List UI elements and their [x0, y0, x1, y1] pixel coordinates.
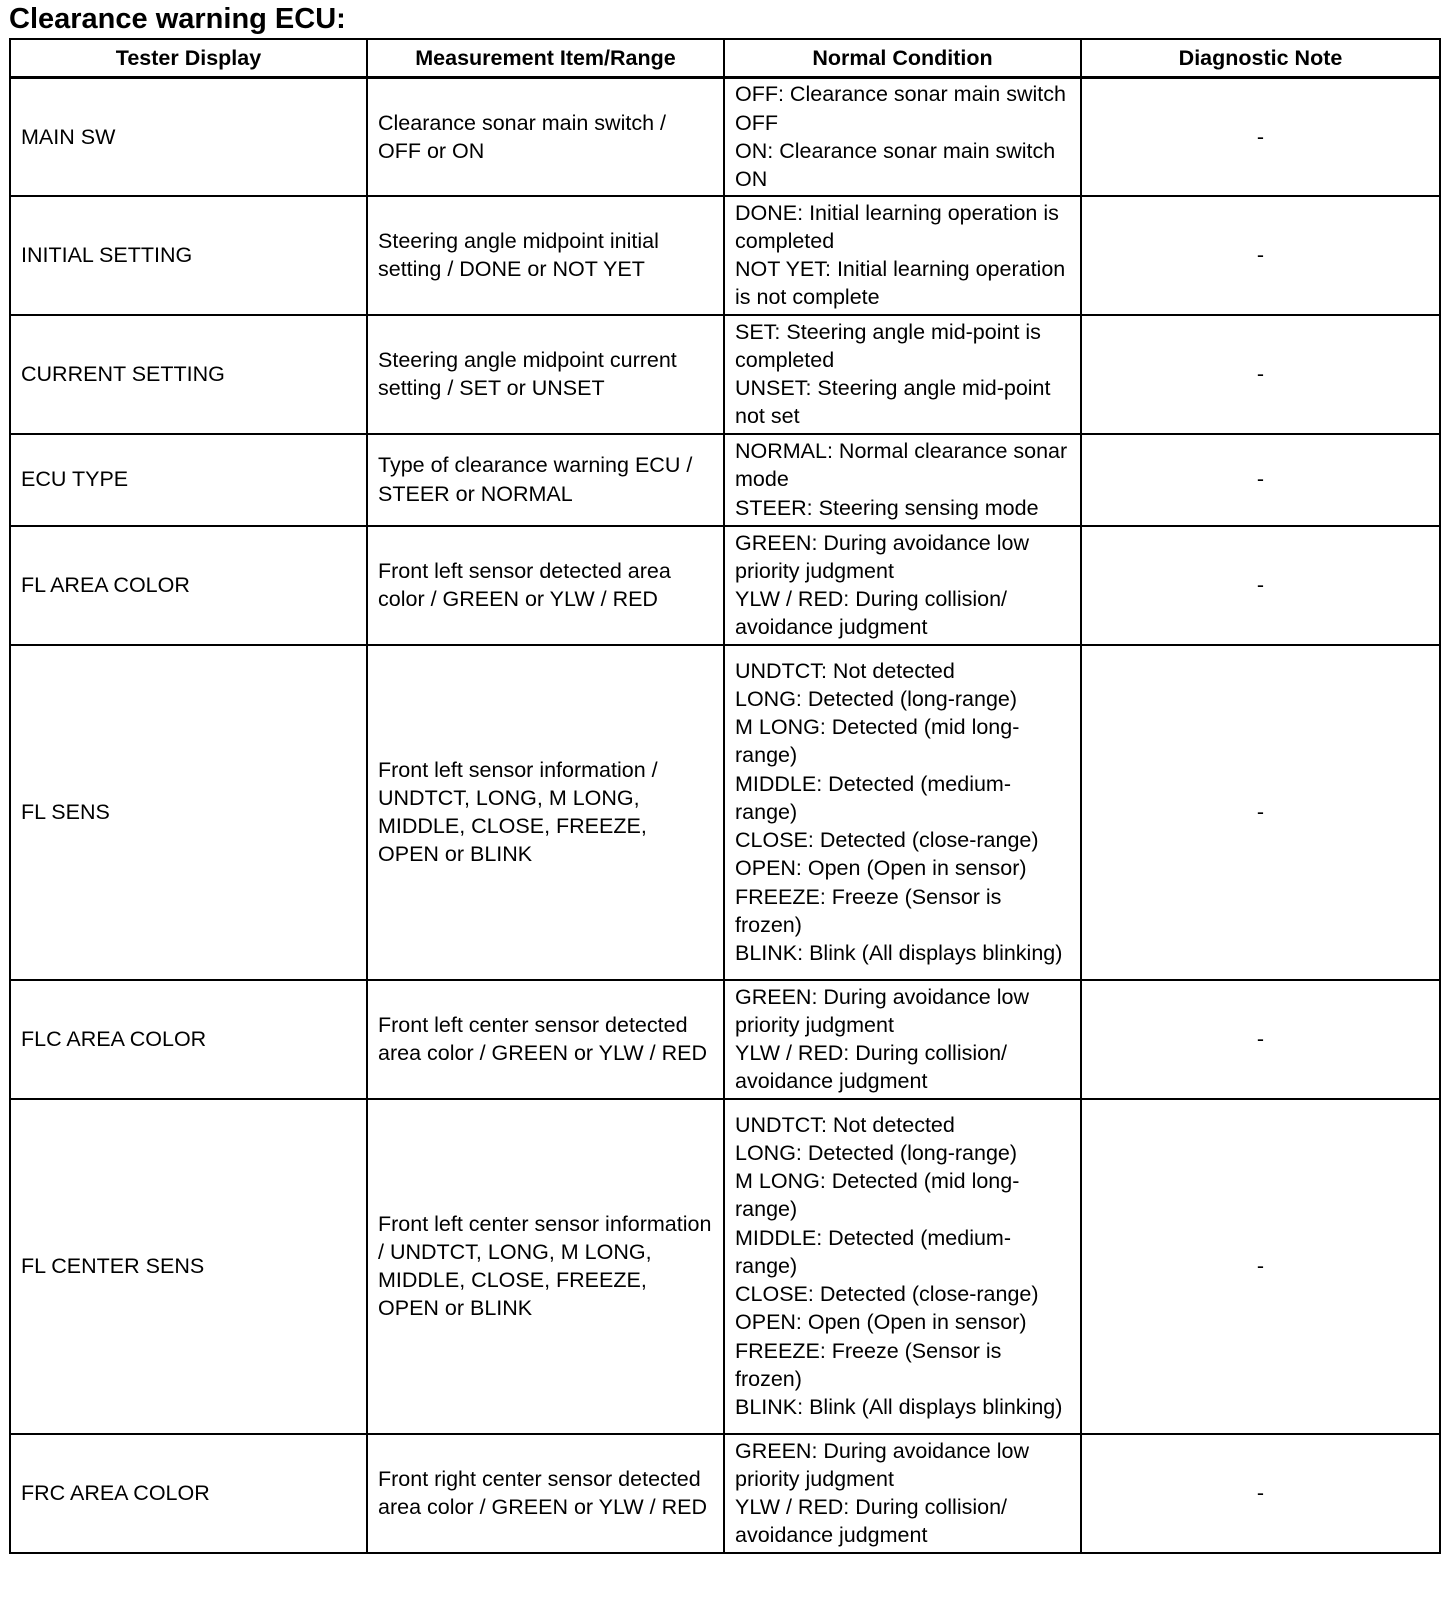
diagnostic-note-cell: - [1081, 1099, 1440, 1434]
normal-condition-line: LONG: Detected (long-range) [735, 687, 1018, 712]
measurement-item-cell: Front left center sensor information / UNDTCT, LONG, M LONG, MIDDLE, CLOSE, FREEZE, OPEN or BLINK [367, 1099, 724, 1434]
normal-condition-cell [724, 980, 1081, 1099]
normal-condition-line: LONG: Detected (long-range) [735, 1141, 1018, 1166]
measurement-item-cell: Steering angle midpoint current setting / SET or UNSET [367, 315, 724, 434]
tester-display-cell: FRC AREA COLOR [10, 1434, 367, 1553]
normal-condition-line: MIDDLE: Detected (medium-range) [735, 771, 1011, 824]
measurement-item-cell: Steering angle midpoint initial setting / DONE or NOT YET [367, 196, 724, 315]
normal-condition-cell [724, 315, 1081, 434]
measurement-item-cell: Front left sensor detected area color / GREEN or YLW / RED [367, 526, 724, 645]
normal-condition-line: M LONG: Detected (mid long-range) [735, 1169, 1020, 1222]
normal-condition-cell [724, 526, 1081, 645]
normal-condition-line: BLINK: Blink (All displays blinking) [735, 1394, 1063, 1419]
tester-display-cell: FL SENS [10, 645, 367, 980]
tester-display-cell: FL CENTER SENS [10, 1099, 367, 1434]
normal-condition-line: NOT YET: Initial learning operation is not complete [735, 257, 1066, 310]
diagnostic-note-cell: - [1081, 434, 1440, 526]
normal-condition-line: UNSET: Steering angle mid-point not set [735, 376, 1051, 429]
diagnostic-note-cell: - [1081, 980, 1440, 1099]
normal-condition-line: FREEZE: Freeze (Sensor is frozen) [735, 884, 1002, 937]
normal-condition-line: STEER: Steering sensing mode [735, 495, 1039, 520]
table-body [10, 78, 1440, 1553]
table-row [10, 196, 1440, 315]
clearance-ecu-table [9, 38, 1441, 1554]
normal-condition-line: MIDDLE: Detected (medium-range) [735, 1225, 1011, 1278]
normal-condition-line: GREEN: During avoidance low priority judgment [735, 1438, 1029, 1491]
table-row [10, 526, 1440, 645]
measurement-item-cell: Clearance sonar main switch / OFF or ON [367, 78, 724, 196]
normal-condition-line: NORMAL: Normal clearance sonar mode [735, 439, 1068, 492]
measurement-item-cell: Front left center sensor detected area color / GREEN or YLW / RED [367, 980, 724, 1099]
normal-condition-line: YLW / RED: During collision/ avoidance judgment [735, 1495, 1008, 1548]
normal-condition-line: YLW / RED: During collision/ avoidance judgment [735, 1041, 1008, 1094]
normal-condition-line: UNDTCT: Not detected [735, 658, 955, 683]
header-normal-condition: Normal Condition [724, 39, 1081, 78]
measurement-item-cell: Type of clearance warning ECU / STEER or NORMAL [367, 434, 724, 526]
table-row [10, 1099, 1440, 1434]
normal-condition-line: SET: Steering angle mid-point is completed [735, 319, 1041, 372]
normal-condition-line: CLOSE: Detected (close-range) [735, 1282, 1039, 1307]
diagnostic-note-cell: - [1081, 526, 1440, 645]
diagnostic-note-cell: - [1081, 315, 1440, 434]
normal-condition-line: M LONG: Detected (mid long-range) [735, 715, 1020, 768]
normal-condition-cell [724, 645, 1081, 980]
table-row [10, 980, 1440, 1099]
table-header-row [10, 39, 1440, 78]
tester-display-cell: MAIN SW [10, 78, 367, 196]
normal-condition-line: GREEN: During avoidance low priority judgment [735, 984, 1029, 1037]
table-row [10, 1434, 1440, 1553]
tester-display-cell: FLC AREA COLOR [10, 980, 367, 1099]
measurement-item-cell: Front left sensor information / UNDTCT, LONG, M LONG, MIDDLE, CLOSE, FREEZE, OPEN or BLINK [367, 645, 724, 980]
tester-display-cell: ECU TYPE [10, 434, 367, 526]
normal-condition-line: FREEZE: Freeze (Sensor is frozen) [735, 1338, 1002, 1391]
table-row [10, 434, 1440, 526]
tester-display-cell: FL AREA COLOR [10, 526, 367, 645]
table-row [10, 78, 1440, 196]
normal-condition-line: YLW / RED: During collision/ avoidance judgment [735, 587, 1008, 640]
diagnostic-note-cell: - [1081, 1434, 1440, 1553]
page-title: Clearance warning ECU: [9, 3, 346, 35]
tester-display-cell: CURRENT SETTING [10, 315, 367, 434]
diagnostic-note-cell: - [1081, 196, 1440, 315]
header-diagnostic-note: Diagnostic Note [1081, 39, 1440, 78]
normal-condition-cell [724, 1434, 1081, 1553]
diagnostic-note-cell: - [1081, 645, 1440, 980]
measurement-item-cell: Front right center sensor detected area color / GREEN or YLW / RED [367, 1434, 724, 1553]
normal-condition-line: BLINK: Blink (All displays blinking) [735, 940, 1063, 965]
table-row [10, 645, 1440, 980]
normal-condition-cell [724, 1099, 1081, 1434]
normal-condition-line: OPEN: Open (Open in sensor) [735, 856, 1027, 881]
normal-condition-line: UNDTCT: Not detected [735, 1112, 955, 1137]
normal-condition-cell [724, 434, 1081, 526]
normal-condition-line: DONE: Initial learning operation is completed [735, 200, 1059, 253]
table-row [10, 315, 1440, 434]
normal-condition-cell [724, 196, 1081, 315]
tester-display-cell: INITIAL SETTING [10, 196, 367, 315]
normal-condition-line: OFF: Clearance sonar main switch OFF [735, 82, 1066, 135]
normal-condition-cell [724, 78, 1081, 196]
header-tester-display: Tester Display [10, 39, 367, 78]
normal-condition-line: CLOSE: Detected (close-range) [735, 828, 1039, 853]
diagnostic-note-cell: - [1081, 78, 1440, 196]
normal-condition-line: OPEN: Open (Open in sensor) [735, 1310, 1027, 1335]
header-measurement-item: Measurement Item/Range [367, 39, 724, 78]
normal-condition-line: ON: Clearance sonar main switch ON [735, 138, 1056, 191]
normal-condition-line: GREEN: During avoidance low priority judgment [735, 530, 1029, 583]
